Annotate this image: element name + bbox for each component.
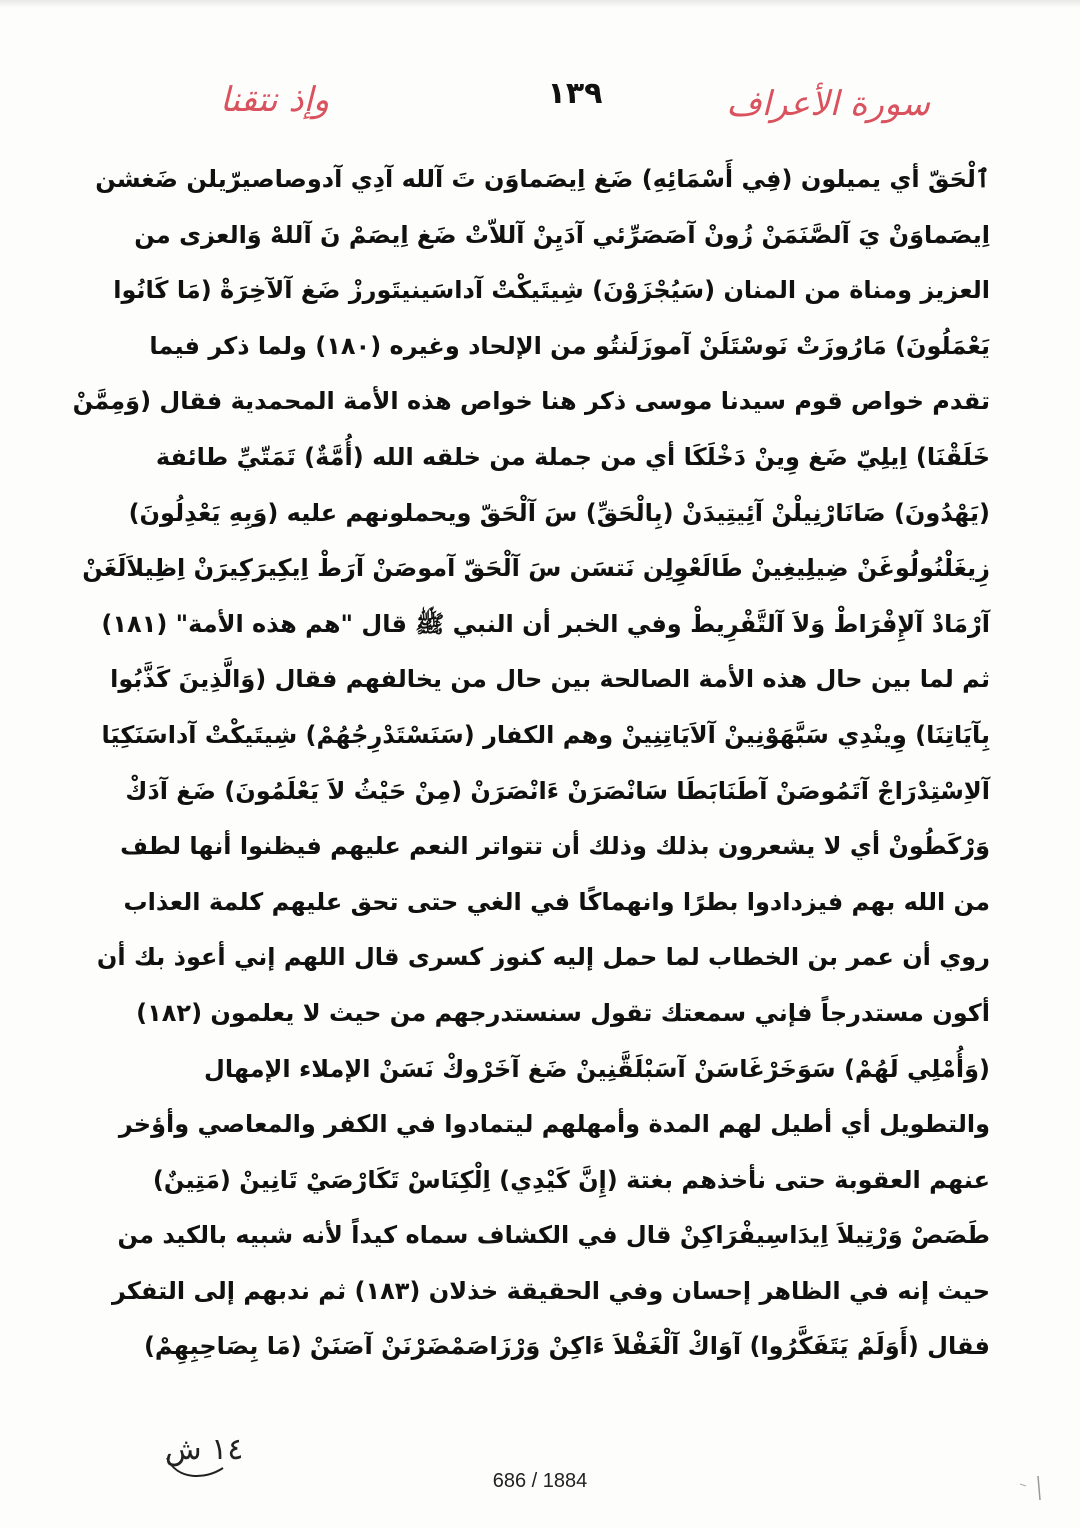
margin-note: وإذ نتقنا — [220, 80, 330, 120]
pager-label: 686 / 1884 — [492, 1470, 588, 1492]
catchword-text: ١٤ ش — [165, 1432, 244, 1467]
text-line: زِيغَلْنُولُوغَنْ ضِيلِيغِينْ طَالَعْوِلِن نَتسَن سَ آلْحَقّ آموصَنْ آرَطْ اِيكِيرَكِيرَنْ اِظِيلاَلَغَنْ — [82, 554, 990, 583]
text-line: من الله بهم فيزدادوا بطرًا وانهماكًا في الغي حتى تحق عليهم كلمة العذاب — [123, 887, 990, 916]
text-line: آرْمَادْ آلإِفْرَاطْ وَلاَ آلتَّفْرِيطْ وفي الخبر أن النبي ﷺ قال "هم هذه الأمة" (١٨١) — [101, 609, 990, 638]
text-line: العزيز ومناة من المنان (سَيُجْزَوْنَ) شِيتَيكْتْ آداسَينيتَورزْ ضَغ آلآخِرَةْ (مَا كَانُوا — [113, 276, 990, 305]
surah-note: سورة الأعراف — [726, 84, 930, 124]
text-line: روي أن عمر بن الخطاب لما حمل إليه كنوز كسرى قال اللهم إني أعوذ بك أن — [96, 943, 990, 972]
text-line: يَعْمَلُونَ) مَارُوزَتْ نَوسْتَلَنْ آموزَلَنتُو من الإلحاد وغيره (١٨٠) ولما ذكر فيما — [149, 331, 990, 360]
text-line: اِيصَماوَنْ يَ آلصَّنَمَنْ زُونْ آصَصَرِّئي آدَيِنْ آللاّتْ ضَغ اِيصَمْ نَ آللهْ وَالعزى من — [134, 220, 990, 249]
page-header — [0, 70, 1080, 150]
text-line: تقدم خواص قوم سيدنا موسى ذكر هنا خواص هذه الأمة المحمدية فقال (وَمِمَّنْ — [72, 387, 990, 416]
text-line: (يَهْدُونَ) صَانَارْنِيلْنْ آئِيتِيدَنْ (بِالْحَقِّ) سَ آلْحَقّ ويحملونهم عليه (وَبِهِ يَعْدِلُونَ) — [128, 498, 990, 527]
text-line: حيث إنه في الظاهر إحسان وفي الحقيقة خذلان (١٨٣) ثم ندبهم إلى التفكر — [111, 1276, 990, 1305]
text-line: ٱلْحَقّ أي يميلون (فِي أَسْمَائِهِ) ضَغ اِيصَماوَن تَ آلله آدِي آدوصاصيرّيلن ضَغشن — [95, 165, 990, 193]
text-line: آلاِسْتِدْرَاجْ آتَمُوصَنْ آطَنَابَطَا سَانْصَرَنْ ءَانْصَرَنْ (مِنْ حَيْثُ لاَ يَعْلَمُونَ) ضَغ آدَكْ — [125, 776, 990, 805]
page-number: ١٣٩ — [547, 76, 603, 111]
text-line: بِآيَاتِنَا) وِينْدِي سَبَّهَوْنِينْ آلاَيَاتِنِينْ وهم الكفار (سَنَسْتَدْرِجُهُمْ) شِيتَيكْتْ آداسَنَكِيَا — [101, 720, 990, 749]
text-line: عنهم العقوبة حتى نأخذهم بغتة (إِنَّ كَيْدِي) اِلْكِنَاسْ تَكَارْصَيْ تَانِينْ (مَتِينٌ) — [152, 1165, 990, 1194]
text-line: أكون مستدرجاً فإني سمعتك تقول سنستدرجهم من حيث لا يعلمون (١٨٢) — [136, 998, 990, 1027]
text-line: فقال (أَوَلَمْ يَتَفَكَّرُوا) آوَاكْ آلْغَفْلاَ ءَاكِنْ وَرْزَاصَمْضَرْنَنْ آصَنَنْ (مَا بِصَاحِبِهِمْ) — [143, 1332, 990, 1361]
text-line: وَرْكَطُونْ أي لا يشعرون بذلك وذلك أن تتواتر النعم عليهم فيظنوا أنها لطف — [120, 832, 990, 861]
text-line: (وَأُمْلِي لَهُمْ) سَوَخَرْغَاسَنْ آسَبْلَقَّنِينْ ضَغ آخَرْوكْ نَسَنْ الإملاء الإمهال — [204, 1054, 990, 1083]
body-text — [72, 152, 990, 1375]
text-line: طَصَصْ وَرْتِيلاَ اِيدَاسِيفْرَاكِنْ قال في الكشاف سماه كيداً لأنه شبيه بالكيد من — [117, 1221, 990, 1250]
scan-edge — [0, 0, 1080, 8]
scan-speck-icon — [1010, 1470, 1050, 1510]
text-line: خَلَقْنَا) اِيلِيّ ضَغ وِينْ دَخْلَكَا أي من جملة من خلقه الله (أُمَّةٌ) تَمَتّيِّ طائفة — [155, 442, 990, 471]
text-line: ثم لما بين حال هذه الأمة الصالحة بين حال من يخالفهم فقال (وَالَّذِينَ كَذَّبُوا — [110, 665, 990, 694]
text-line: والتطويل أي أطيل لهم المدة وأمهلهم ليتمادوا في الكفر والمعاصي وأؤخر — [118, 1110, 990, 1139]
catchword — [165, 1432, 243, 1467]
